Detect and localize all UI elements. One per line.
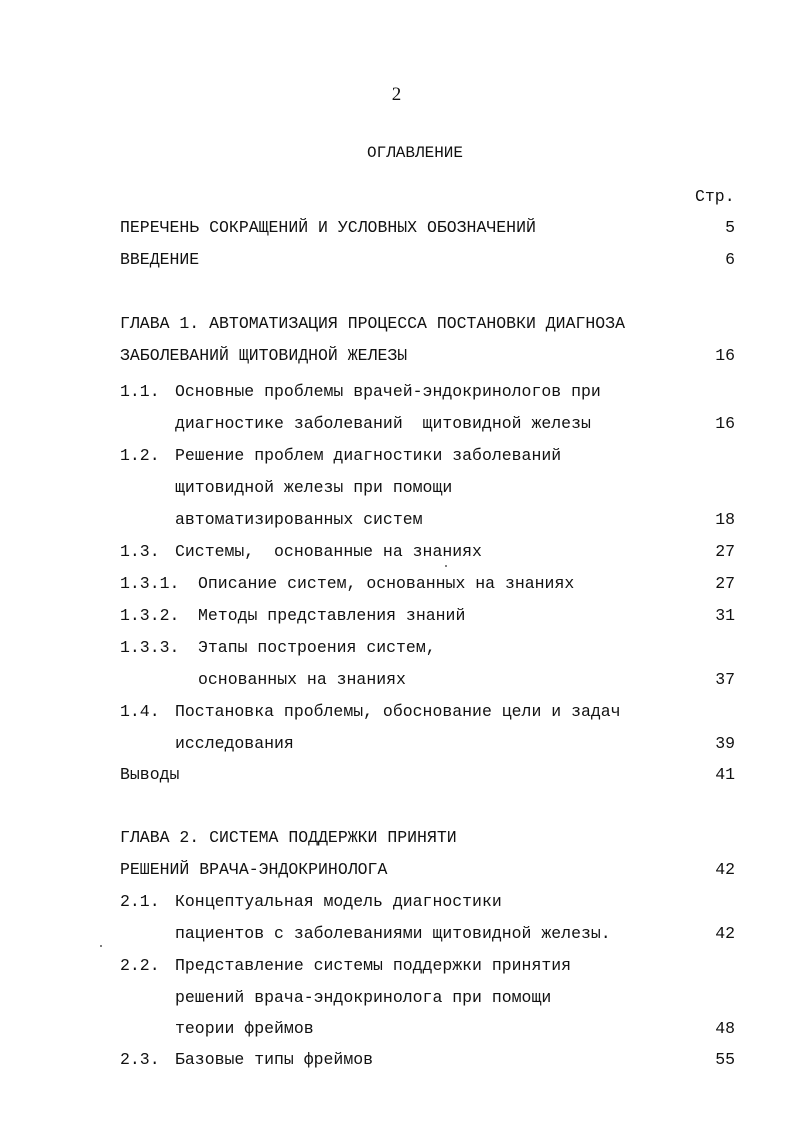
toc-entry-page: 27 xyxy=(715,542,735,561)
toc-entry-page: 31 xyxy=(715,606,735,625)
toc-entry xyxy=(0,1019,793,1043)
toc-entry-number: 1.2. xyxy=(120,446,160,465)
toc-entry-page: 39 xyxy=(715,734,735,753)
toc-entry-text: РЕШЕНИЙ ВРАЧА-ЭНДОКРИНОЛОГА xyxy=(120,860,388,879)
toc-entry-number: 1.3. xyxy=(120,542,160,561)
toc-entry xyxy=(0,638,793,662)
toc-entry-text: пациентов с заболеваниями щитовидной железы. xyxy=(175,924,611,943)
toc-entry-page: 27 xyxy=(715,574,735,593)
toc-entry-text: щитовидной железы при помощи xyxy=(175,478,453,497)
toc-entry xyxy=(0,828,793,852)
toc-entry-page: 5 xyxy=(725,218,735,237)
toc-entry xyxy=(0,988,793,1012)
toc-entry-text: исследования xyxy=(175,734,294,753)
toc-entry-text: теории фреймов xyxy=(175,1019,314,1038)
toc-entry xyxy=(0,892,793,916)
toc-entry-text: Постановка проблемы, обоснование цели и задач xyxy=(175,702,621,721)
toc-entry xyxy=(0,924,793,948)
toc-entry xyxy=(0,382,793,406)
toc-entry xyxy=(0,670,793,694)
toc-entry-text: решений врача-эндокринолога при помощи xyxy=(175,988,552,1007)
toc-entry-number: 1.3.1. xyxy=(120,574,180,593)
toc-entry-text: Методы представления знаний xyxy=(198,606,466,625)
page-column-label: Стр. xyxy=(695,187,735,206)
toc-entry-number: 1.3.2. xyxy=(120,606,180,625)
scan-speck xyxy=(100,945,102,947)
toc-entry-page: 55 xyxy=(715,1050,735,1069)
toc-entry-text: Базовые типы фреймов xyxy=(175,1050,374,1069)
scan-speck xyxy=(445,565,447,567)
toc-entry-number: 2.3. xyxy=(120,1050,160,1069)
toc-entry-number: 1.4. xyxy=(120,702,160,721)
toc-entry xyxy=(0,414,793,438)
toc-entry xyxy=(0,574,793,598)
toc-entry xyxy=(0,956,793,980)
toc-entry-page: 16 xyxy=(715,414,735,433)
toc-entry-text: Этапы построения систем, xyxy=(198,638,436,657)
toc-entry-text: ГЛАВА 2. СИСТЕМА ПОДДЕРЖКИ ПРИНЯТИ xyxy=(120,828,457,847)
toc-entry xyxy=(0,765,793,789)
toc-entry xyxy=(0,218,793,242)
toc-entry-number: 2.2. xyxy=(120,956,160,975)
toc-title: ОГЛАВЛЕНИЕ xyxy=(366,144,463,162)
toc-entry xyxy=(0,606,793,630)
toc-entry xyxy=(0,314,793,338)
toc-entry-text: Системы, основанные на знаниях xyxy=(175,542,482,561)
toc-entry-text: основанных на знаниях xyxy=(198,670,406,689)
toc-entry-number: 1.1. xyxy=(120,382,160,401)
toc-entry-text: Решение проблем диагностики заболеваний xyxy=(175,446,562,465)
toc-entry xyxy=(0,542,793,566)
toc-entry xyxy=(0,346,793,370)
toc-entry xyxy=(0,702,793,726)
page-number: 2 xyxy=(391,84,402,105)
toc-entry-text: автоматизированных систем xyxy=(175,510,423,529)
toc-entry-text: ГЛАВА 1. АВТОМАТИЗАЦИЯ ПРОЦЕССА ПОСТАНОВКИ ДИАГНОЗА xyxy=(120,314,625,333)
toc-entry-text: Представление системы поддержки принятия xyxy=(175,956,572,975)
toc-entry-page: 48 xyxy=(715,1019,735,1038)
toc-entry xyxy=(0,510,793,534)
toc-entry-text: диагностике заболеваний щитовидной железы xyxy=(175,414,591,433)
toc-entry-page: 41 xyxy=(715,765,735,784)
toc-entry-text: ЗАБОЛЕВАНИЙ ЩИТОВИДНОЙ ЖЕЛЕЗЫ xyxy=(120,346,408,365)
toc-entry-number: 2.1. xyxy=(120,892,160,911)
toc-entry-text: Описание систем, основанных на знаниях xyxy=(198,574,575,593)
toc-entry-text: ПЕРЕЧЕНЬ СОКРАЩЕНИЙ И УСЛОВНЫХ ОБОЗНАЧЕНИЙ xyxy=(120,218,536,237)
toc-entry-page: 37 xyxy=(715,670,735,689)
toc-entry-text: Основные проблемы врачей-эндокринологов при xyxy=(175,382,601,401)
toc-entry xyxy=(0,446,793,470)
toc-entry-number: 1.3.3. xyxy=(120,638,180,657)
toc-entry-page: 42 xyxy=(715,924,735,943)
toc-entry xyxy=(0,250,793,274)
toc-entry-text: Концептуальная модель диагностики xyxy=(175,892,502,911)
toc-entry xyxy=(0,478,793,502)
toc-entry-text: ВВЕДЕНИЕ xyxy=(120,250,200,269)
toc-entry-page: 6 xyxy=(725,250,735,269)
toc-entry xyxy=(0,734,793,758)
toc-entry xyxy=(0,1050,793,1074)
toc-entry xyxy=(0,860,793,884)
toc-entry-text: Выводы xyxy=(120,765,180,784)
toc-entry-page: 18 xyxy=(715,510,735,529)
toc-entry-page: 16 xyxy=(715,346,735,365)
toc-entry-page: 42 xyxy=(715,860,735,879)
